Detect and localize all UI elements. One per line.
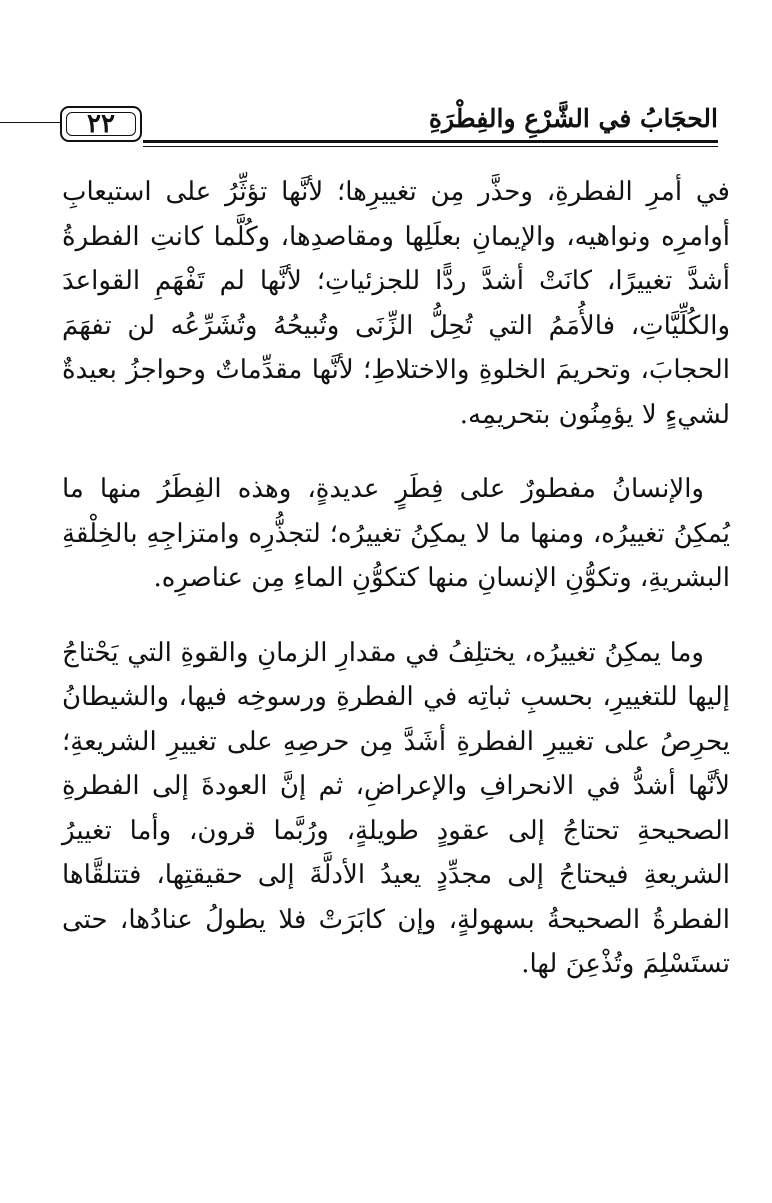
body-text <box>62 170 730 987</box>
running-title: الحجَابُ في الشَّرْعِ والفِطْرَةِ <box>428 104 718 133</box>
header-rule-thin <box>143 146 718 147</box>
header-left-rule <box>0 122 60 123</box>
paragraph-3: وما يمكِنُ تغييرُه، يختلِفُ في مقدارِ الزمانِ والقوةِ التي يَحْتاجُ إليها للتغييرِ، بحسبِ ثباتِه في الفطرةِ ورسوخِه فيها، والشيطانُ يحرِصُ على تغييرِ الفطرةِ أشَدَّ مِن حرصِهِ على تغييرِ الشريعةِ؛ لأنَّها أشدُّ في الانحرافِ والإعراضِ، ثم إنَّ العودةَ إلى الفطرةِ الصحيحةِ تحتاجُ إلى عقودٍ طويلةٍ، ورُبَّما قرون، وأما تغييرُ الشريعةِ فيحتاجُ إلى مجدِّدٍ يعيدُ الأدلَّةَ إلى حقيقتِها، فتتلقَّاها الفطرةُ الصحيحةُ بسهولةٍ، وإن كابَرَتْ فلا يطولُ عنادُها، حتى تستَسْلِمَ وتُذْعِنَ لها. <box>62 637 730 979</box>
page-header <box>60 104 718 150</box>
page-number-frame <box>60 106 142 142</box>
paragraph-1: في أمرِ الفطرةِ، وحذَّر مِن تغييرِها؛ لأنَّها تؤثِّرُ على استيعابِ أوامرِه ونواهيه، والإيمانِ بعلَلِها ومقاصدِها، وكُلَّما كانتِ الفطرةُ أشدَّ تغييرًا، كانَتْ أشدَّ ردًّا للجزئياتِ؛ لأنَّها لم تَفْهَمِ القواعدَ والكُلِّيَّاتِ، فالأُمَمُ التي تُحِلُّ الزِّنَى وتُبيحُهُ وتُشَرِّعُه لن تفهَمَ الحجابَ، وتحريمَ الخلوةِ والاختلاطِ؛ لأنَّها مقدِّماتٌ وحواجزُ بعيدةٌ لشيءٍ لا يؤمِنُون بتحريمِه. <box>62 177 730 430</box>
paragraph-2: والإنسانُ مفطورٌ على فِطَرٍ عديدةٍ، وهذه الفِطَرُ منها ما يُمكِنُ تغييرُه، ومنها ما لا يمكِنُ تغييرُه؛ لتجذُّرِه وامتزاجِهِ بالخِلْقةِ البشريةِ، وتكوُّنِ الإنسانِ منها كتكوُّنِ الماءِ مِن عناصرِه. <box>62 474 730 593</box>
page-number: ٢٢ <box>87 109 115 139</box>
header-rule-thick <box>143 140 718 143</box>
